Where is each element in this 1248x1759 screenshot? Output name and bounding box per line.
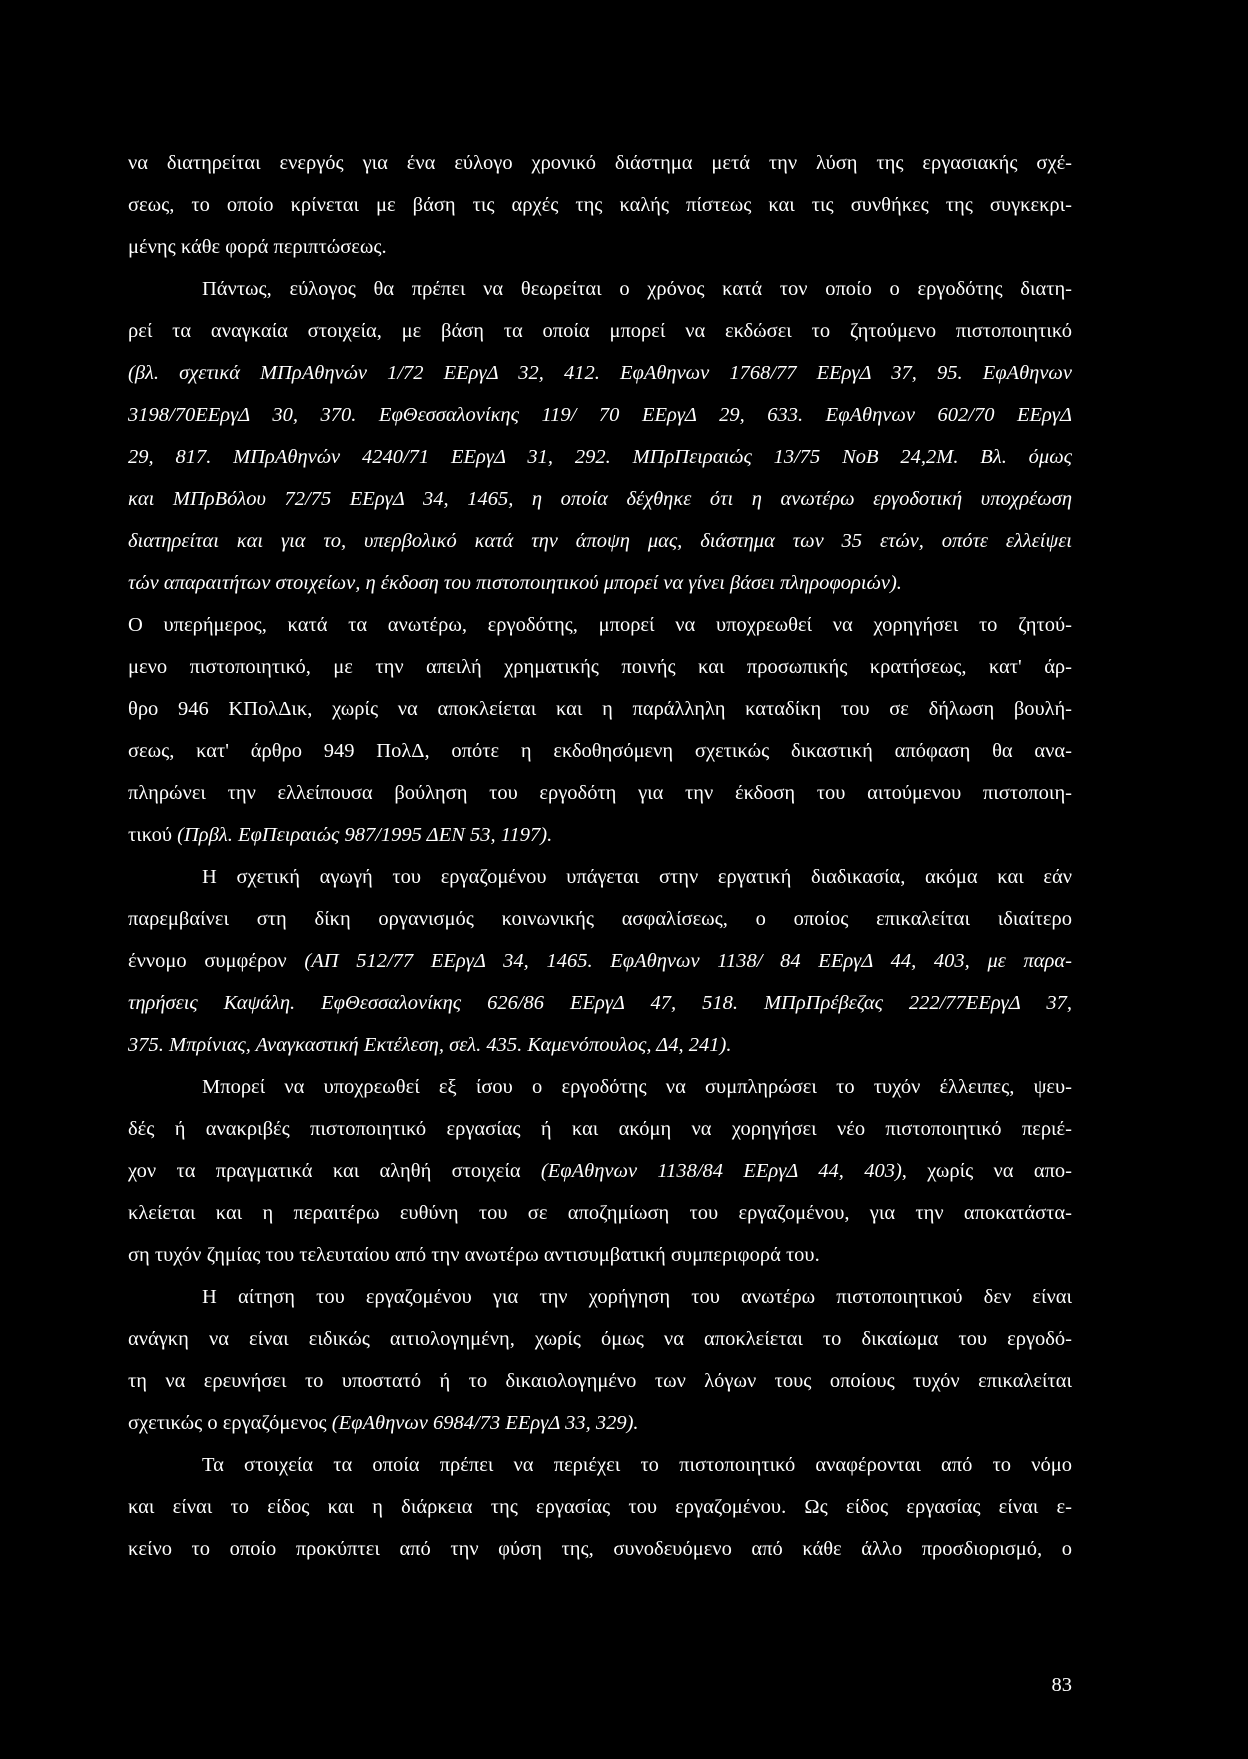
text-line — [202, 275, 1072, 303]
text-line — [202, 1451, 1072, 1479]
text-run: ρεί τα αναγκαία στοιχεία, με βάση τα οποία μπορεί να εκδώσει το ζητούμενο πιστοποιητικό — [128, 320, 1072, 342]
text-line — [128, 1199, 1072, 1227]
text-line — [128, 1115, 1072, 1143]
text-run: Τα στοιχεία τα οποία πρέπει να περιέχει το πιστοποιητικό αναφέρονται από το νόμο — [202, 1454, 1072, 1476]
text-line — [128, 317, 1072, 345]
text-line — [128, 149, 1072, 177]
citation-line — [128, 1031, 1072, 1059]
text-line — [128, 737, 1072, 765]
citation-run: (ΑΠ 512/77 ΕΕργΔ 34, 1465. ΕφΑθηνων 1138/ 84 ΕΕργΔ 44, 403, με παρα- — [304, 950, 1072, 972]
text-run: , χωρίς να απο- — [901, 1160, 1073, 1182]
text-run: 3198/70ΕΕργΔ 30, 370. ΕφΘεσσαλονίκης 119/ 70 ΕΕργΔ 29, 633. ΕφΑθηνων 602/70 ΕΕργΔ — [128, 404, 1072, 426]
text-run: μενο πιστοποιητικό, με την απειλή χρηματικής ποινής και προσωπικής κρατήσεως, κατ' άρ- — [128, 656, 1072, 678]
text-line — [128, 1325, 1072, 1353]
text-run: χον τα πραγματικά και αληθή στοιχεία — [128, 1160, 541, 1182]
text-run: μένης κάθε φορά περιπτώσεως. — [128, 236, 387, 258]
text-run: τη να ερευνήσει το υποστατό ή το δικαιολογημένο των λόγων τους οποίους τυχόν επικαλείται — [128, 1370, 1072, 1392]
citation-line — [128, 401, 1072, 429]
text-run: και είναι το είδος και η διάρκεια της εργασίας του εργαζομένου. Ως είδος εργασίας είναι ε- — [128, 1496, 1072, 1518]
text-run: 375. Μπρίνιας, Αναγκαστική Εκτέλεση, σελ. 435. Καμενόπουλος, Δ4, 241). — [128, 1034, 732, 1056]
text-line — [128, 1493, 1072, 1521]
text-line — [128, 821, 1072, 849]
citation-run: (ΕφΑθηνων 1138/84 ΕΕργΔ 44, 403) — [540, 1160, 902, 1182]
text-run: δές ή ανακριβές πιστοποιητικό εργασίας ή και ακόμη να χορηγήσει νέο πιστοποιητικό περιέ- — [128, 1118, 1072, 1140]
text-run: κλείεται και η περαιτέρω ευθύνη του σε αποζημίωση του εργαζομένου, για την αποκατάστα- — [128, 1202, 1072, 1224]
text-run: σεως, το οποίο κρίνεται με βάση τις αρχές της καλής πίστεως και τις συνθήκες της συγκεκρι- — [128, 194, 1072, 216]
text-line — [128, 611, 1072, 639]
text-line — [202, 1073, 1072, 1101]
text-run: σχετικώς ο εργαζόμενος — [128, 1412, 332, 1434]
text-line — [128, 905, 1072, 933]
text-line — [128, 1367, 1072, 1395]
page-number: 83 — [1051, 1674, 1072, 1696]
text-run: Πάντως, εύλογος θα πρέπει να θεωρείται ο χρόνος κατά τον οποίο ο εργοδότης διατη- — [202, 278, 1072, 300]
text-line — [128, 1535, 1072, 1563]
text-run: Η αίτηση του εργαζομένου για την χορήγηση του ανωτέρω πιστοποιητικού δεν είναι — [202, 1286, 1072, 1308]
text-line — [128, 947, 1072, 975]
citation-line — [128, 527, 1072, 555]
text-run: θρο 946 ΚΠολΔικ, χωρίς να αποκλείεται και η παράλληλη καταδίκη του σε δήλωση βουλή- — [128, 698, 1072, 720]
text-run: (βλ. σχετικά ΜΠρΑθηνών 1/72 ΕΕργΔ 32, 412. ΕφΑθηνων 1768/77 ΕΕργΔ 37, 95. ΕφΑθηνων — [128, 362, 1072, 384]
text-line — [128, 695, 1072, 723]
text-run: πληρώνει την ελλείπουσα βούληση του εργοδότη για την έκδοση του αιτούμενου πιστοποιη- — [128, 782, 1072, 804]
text-run: Μπορεί να υποχρεωθεί εξ ίσου ο εργοδότης να συμπληρώσει το τυχόν έλλειπες, ψευ- — [202, 1076, 1072, 1098]
text-run: ση τυχόν ζημίας του τελευταίου από την ανωτέρω αντισυμβατική συμπεριφορά του. — [128, 1244, 820, 1266]
text-run: κείνο το οποίο προκύπτει από την φύση της, συνοδευόμενο από κάθε άλλο προσδιορισμό, ο — [128, 1538, 1072, 1560]
citation-run: (ΕφΑθηνων 6984/73 ΕΕργΔ 33, 329). — [331, 1412, 639, 1434]
text-run: παρεμβαίνει στη δίκη οργανισμός κοινωνικής ασφαλίσεως, ο οποίος επικαλείται ιδιαίτερο — [128, 908, 1072, 930]
citation-run: (Πρβλ. ΕφΠειραιώς 987/1995 ΔΕΝ 53, 1197). — [177, 824, 553, 846]
text-line — [128, 191, 1072, 219]
citation-line — [128, 989, 1072, 1017]
text-line — [128, 1241, 1072, 1269]
text-run: Ο υπερήμερος, κατά τα ανωτέρω, εργοδότης, μπορεί να υποχρεωθεί να χορηγήσει το ζητού- — [128, 614, 1072, 636]
text-run: ανάγκη να είναι ειδικώς αιτιολογημένη, χωρίς όμως να αποκλείεται το δικαίωμα του εργοδό- — [128, 1328, 1072, 1350]
text-run: να διατηρείται ενεργός για ένα εύλογο χρονικό διάστημα μετά την λύση της εργασιακής σχέ- — [128, 152, 1072, 174]
citation-line — [128, 485, 1072, 513]
citation-line — [128, 443, 1072, 471]
text-run: διατηρείται και για το, υπερβολικό κατά την άποψη μας, διάστημα των 35 ετών, οπότε ελλείψει — [128, 530, 1072, 552]
text-run: έννομο συμφέρον — [128, 950, 305, 972]
text-line — [128, 653, 1072, 681]
text-run: σεως, κατ' άρθρο 949 ΠολΔ, οπότε η εκδοθησόμενη σχετικώς δικαστική απόφαση θα ανα- — [128, 740, 1072, 762]
text-run: και ΜΠρΒόλου 72/75 ΕΕργΔ 34, 1465, η οποία δέχθηκε ότι η ανωτέρω εργοδοτική υποχρέωση — [128, 488, 1072, 510]
text-line — [128, 233, 1072, 261]
citation-line — [128, 359, 1072, 387]
text-run: τών απαραιτήτων στοιχείων, η έκδοση του πιστοποιητικού μπορεί να γίνει βάσει πληροφοριών). — [128, 572, 902, 594]
text-line — [202, 863, 1072, 891]
text-run: τικού — [128, 824, 178, 846]
text-run: 29, 817. ΜΠρΑθηνών 4240/71 ΕΕργΔ 31, 292. ΜΠρΠειραιώς 13/75 ΝοΒ 24,2Μ. Βλ. όμως — [128, 446, 1072, 468]
text-line — [202, 1283, 1072, 1311]
text-run: Η σχετική αγωγή του εργαζομένου υπάγεται στην εργατική διαδικασία, ακόμα και εάν — [202, 866, 1072, 888]
text-line — [128, 779, 1072, 807]
text-line — [128, 1157, 1072, 1185]
citation-line — [128, 569, 1072, 597]
text-run: τηρήσεις Καψάλη. ΕφΘεσσαλονίκης 626/86 ΕΕργΔ 47, 518. ΜΠρΠρέβεζας 222/77ΕΕργΔ 37, — [128, 992, 1072, 1014]
text-line — [128, 1409, 1072, 1437]
